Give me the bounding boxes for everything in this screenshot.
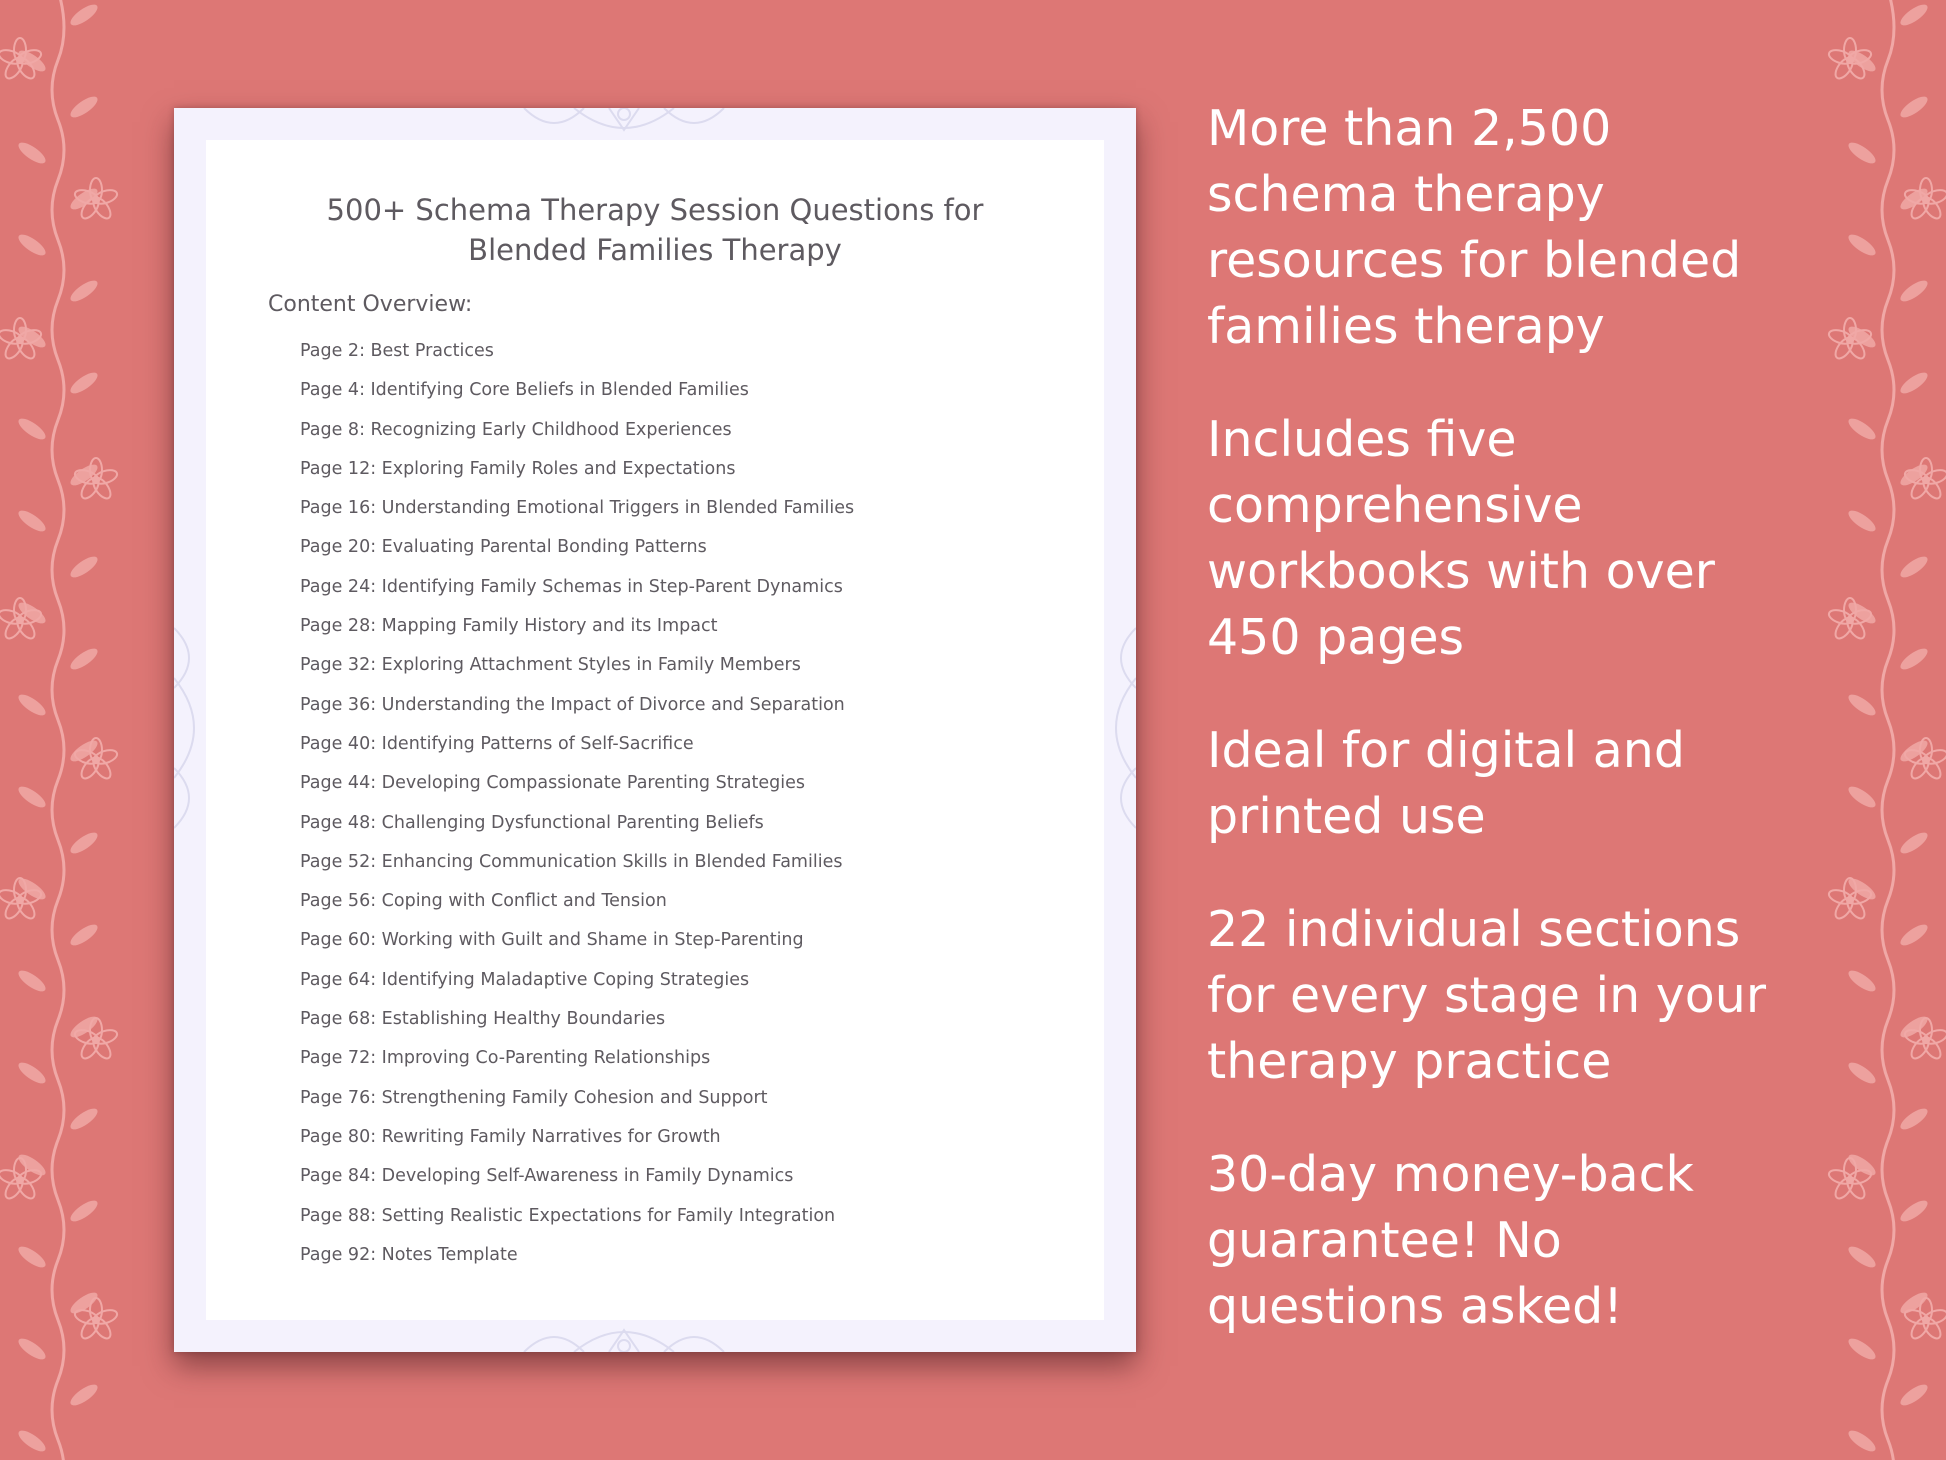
toc-entry: Page 52: Enhancing Communication Skills in Blended Families <box>300 851 843 872</box>
toc-entry: Page 80: Rewriting Family Narratives for Growth <box>300 1126 721 1147</box>
feature-line: questions asked! <box>1207 1278 1623 1335</box>
toc-entry: Page 92: Notes Template <box>300 1244 518 1265</box>
feature-line: 30-day money-back <box>1207 1146 1694 1203</box>
toc-entry: Page 48: Challenging Dysfunctional Parenting Beliefs <box>300 812 764 833</box>
page-content <box>206 140 1104 1320</box>
flower-shape <box>0 38 43 81</box>
feature-line: printed use <box>1207 788 1486 845</box>
toc-entry: Page 8: Recognizing Early Childhood Experiences <box>300 419 732 440</box>
feature-line: comprehensive <box>1207 477 1583 534</box>
feature-line: schema therapy <box>1207 166 1605 223</box>
leaf-shape <box>15 1243 48 1271</box>
leaf-shape <box>67 645 100 673</box>
leaf-shape <box>15 691 48 719</box>
leaf-shape <box>67 1381 100 1409</box>
toc-entry: Page 76: Strengthening Family Cohesion and Support <box>300 1087 768 1108</box>
page-title-line: Blended Families Therapy <box>468 233 842 267</box>
toc-entry: Page 72: Improving Co-Parenting Relationships <box>300 1048 711 1069</box>
feature-line: workbooks with over <box>1207 543 1715 600</box>
feature-line: for every stage in your <box>1207 967 1766 1024</box>
toc-entry: Page 28: Mapping Family History and its Impact <box>300 616 718 637</box>
toc-entry: Page 4: Identifying Core Beliefs in Blended Families <box>300 380 749 401</box>
leaf-shape <box>67 921 100 949</box>
flower-shape <box>0 318 43 361</box>
leaf-shape <box>67 369 100 397</box>
floral-vine-left-decoration <box>0 0 140 1460</box>
leaf-shape <box>67 1197 100 1225</box>
leaf-shape <box>15 1427 48 1455</box>
content-overview-label: Content Overview: <box>268 292 473 317</box>
page-title <box>206 190 1104 270</box>
leaf-shape <box>1845 1427 1878 1455</box>
feature-item <box>1207 407 1907 671</box>
feature-item <box>1207 718 1907 850</box>
feature-line: therapy practice <box>1207 1033 1612 1090</box>
leaf-shape <box>15 1059 48 1087</box>
flower-shape <box>73 458 119 501</box>
mandala-decoration-right <box>1104 618 1136 838</box>
leaf-shape <box>67 1105 100 1133</box>
toc-entry: Page 36: Understanding the Impact of Divorce and Separation <box>300 694 845 715</box>
leaf-shape <box>1897 1 1930 29</box>
toc-entry: Page 12: Exploring Family Roles and Expectations <box>300 458 736 479</box>
feature-line: Ideal for digital and <box>1207 722 1685 779</box>
leaf-shape <box>15 783 48 811</box>
toc-entry: Page 44: Developing Compassionate Parenting Strategies <box>300 773 805 794</box>
feature-line: resources for blended <box>1207 232 1742 289</box>
leaf-shape <box>67 829 100 857</box>
leaf-shape <box>67 553 100 581</box>
leaf-shape <box>15 231 48 259</box>
toc-entry: Page 84: Developing Self-Awareness in Family Dynamics <box>300 1166 794 1187</box>
feature-list <box>1207 96 1907 1387</box>
feature-line: 450 pages <box>1207 609 1465 666</box>
leaf-shape <box>67 93 100 121</box>
leaf-shape <box>15 1335 48 1363</box>
feature-line: families therapy <box>1207 298 1605 355</box>
page-title-line: 500+ Schema Therapy Session Questions for <box>326 193 984 227</box>
feature-item <box>1207 897 1907 1095</box>
toc-entry: Page 24: Identifying Family Schemas in Step-Parent Dynamics <box>300 576 843 597</box>
flower-shape <box>73 178 119 221</box>
feature-line: Includes five <box>1207 411 1517 468</box>
leaf-shape <box>67 1 100 29</box>
leaf-shape <box>15 139 48 167</box>
feature-item <box>1207 96 1907 360</box>
table-of-contents <box>300 341 854 1284</box>
toc-entry: Page 40: Identifying Patterns of Self-Sacrifice <box>300 733 694 754</box>
mandala-decoration-top <box>514 108 734 140</box>
toc-entry: Page 56: Coping with Conflict and Tension <box>300 891 667 912</box>
flower-shape <box>1903 458 1946 501</box>
toc-entry: Page 60: Working with Guilt and Shame in Step-Parenting <box>300 930 804 951</box>
toc-entry: Page 2: Best Practices <box>300 341 494 361</box>
leaf-shape <box>15 507 48 535</box>
toc-entry: Page 88: Setting Realistic Expectations for Family Integration <box>300 1205 836 1226</box>
flower-shape <box>1827 38 1873 81</box>
leaf-shape <box>67 277 100 305</box>
workbook-page-preview <box>174 108 1136 1352</box>
leaf-shape <box>67 1289 100 1317</box>
toc-entry: Page 16: Understanding Emotional Triggers in Blended Families <box>300 498 855 519</box>
feature-line: More than 2,500 <box>1207 100 1612 157</box>
leaf-shape <box>15 415 48 443</box>
flower-shape <box>1903 178 1946 221</box>
feature-item <box>1207 1142 1907 1340</box>
mandala-decoration-left <box>174 618 206 838</box>
leaf-shape <box>15 967 48 995</box>
toc-entry: Page 20: Evaluating Parental Bonding Patterns <box>300 537 707 558</box>
toc-entry: Page 68: Establishing Healthy Boundaries <box>300 1009 666 1030</box>
feature-line: guarantee! No <box>1207 1212 1562 1269</box>
feature-line: 22 individual sections <box>1207 901 1741 958</box>
toc-entry: Page 32: Exploring Attachment Styles in Family Members <box>300 655 801 676</box>
mandala-decoration-bottom <box>514 1320 734 1352</box>
toc-entry: Page 64: Identifying Maladaptive Coping Strategies <box>300 969 750 990</box>
